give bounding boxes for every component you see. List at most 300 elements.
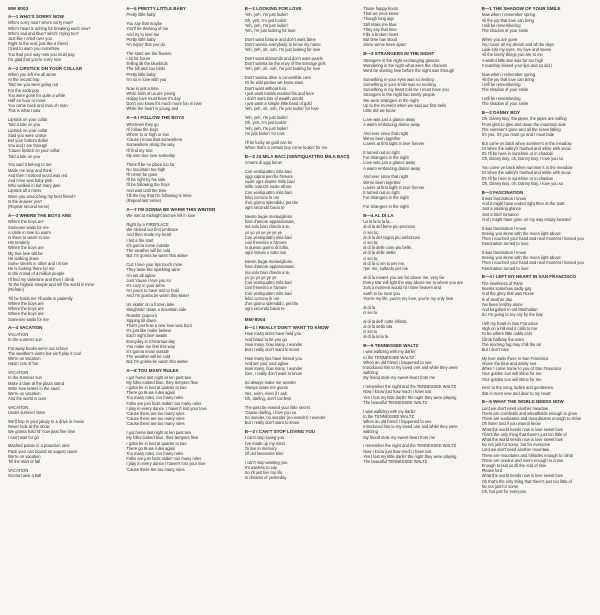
lyric-line: But time has stood: [363, 37, 398, 43]
lyric-line: Where the boys are: [8, 245, 44, 251]
lyric-line: You're my life, you're my love, you're my only love: [363, 295, 454, 301]
lyric-line: When that's a certain boy come lookin' for me: [244, 144, 328, 150]
lyric-line: What the world needs now is love sweet love: [481, 473, 564, 479]
lyric-line: We're on vacation: [8, 453, 41, 459]
lyric-line: Is the answer yes?: [8, 198, 43, 204]
lyric-line: d'un giorno splendido, perche: [244, 200, 299, 206]
lyric-line: Here to the song, ladies and gentlemen,: [481, 385, 555, 391]
lyric-line: I've been terribly alone: [481, 301, 523, 307]
lyric-line: ma solo baci chiedo a te,: [244, 269, 291, 275]
lyric-line: I was waltzing with my darlin': [363, 408, 416, 414]
lyric-line: But come ye back when summer's in the meadow: [481, 140, 572, 146]
song-title: B—4 AL DI LA: [363, 212, 394, 218]
lyric-line: La la la la la la...: [363, 219, 393, 225]
lyric-line: Write love letters in the sand: [8, 385, 60, 391]
lyric-line: When an old friend I happened to see: [363, 359, 432, 365]
lyric-line: Who's heart is aching for breaking each vow?: [8, 25, 91, 31]
lyric-line: You come ye back when summer's in the meadow: [481, 165, 573, 171]
lyric-line: It's just like make believe: [126, 328, 172, 334]
lyric-line: No mountain too high: [126, 166, 166, 172]
lyric-line: oggi saprai perche l'amore: [244, 174, 293, 180]
lyric-line: Don't want diamonds and don't want pearls: [244, 56, 323, 62]
lyric-line: To be where little cable cars: [481, 331, 533, 337]
lyric-line: (Repeat last verse): [126, 198, 161, 204]
lyric-line: I was waltzing with my darlin': [363, 349, 416, 355]
lyric-line: And then made my heart: [126, 232, 172, 238]
lyric-line: al di la: [363, 304, 376, 310]
lyric-line: But I really don't want to know: [244, 420, 300, 426]
lyric-line: How many, how many, I wonder: [244, 366, 303, 372]
lyric-line: It was fascination I know: [481, 196, 526, 202]
lyric-line: 'Cause lipstick on your collar: [8, 148, 60, 154]
lyric-line: Just a brief romance: [481, 211, 519, 217]
lyric-line: It's cozy in your arms: [126, 282, 165, 288]
lyric-line: They taste like sparkling wine: [126, 267, 180, 273]
lyric-line: Cuz I love your lips touch mine: [126, 262, 183, 268]
lyric-line: It turned out so right: [363, 150, 400, 156]
lyric-line: Con ventiquattro mila baci: [244, 290, 293, 296]
catalog-number: MM-8004: [244, 316, 266, 322]
lyric-line: To the highest steeple and tell the world is mine: [8, 281, 95, 287]
lyric-line: Fills a broken heart: [363, 32, 399, 38]
lyric-line: It was fascination I know: [481, 225, 526, 231]
lyric-line: Us skatin' on a frozen lake: [126, 302, 175, 308]
lyric-line: It's gonna snow outside: [126, 348, 170, 354]
lyric-line: Don't wanna be the envy of the teenage girls: [244, 61, 326, 67]
lyric-line: (Refrain): [8, 286, 24, 292]
lyric-line: The weather will be cold: [126, 248, 171, 254]
lyric-line: Made me stop and think: [8, 167, 52, 173]
lyric-line: Oh, Danny Boy, oh, Danny Boy, I love you so: [481, 180, 564, 186]
lyric-line: Oh, yeh, I'm just lookin': [244, 120, 287, 126]
lyric-line: Told a tale on you: [8, 122, 41, 128]
lyric-line: that is more new and dear to my heart: [481, 390, 551, 396]
lyric-line: You'll be thinking of me: [126, 26, 169, 32]
lyric-line: There are mountains and hillsides enough to climb: [481, 452, 574, 458]
song-title: A—8 TOO MANY RULES: [126, 368, 179, 374]
lyric-line: ci sei tu: [363, 309, 378, 315]
lyric-line: The beautiful TENNESSEE WALTZ: [363, 458, 428, 464]
lyric-line: Never look at the show: [8, 424, 50, 430]
lyric-line: Con ventiquattro mila baci: [244, 280, 293, 286]
lyric-line: We clicked our first embrace: [126, 227, 178, 233]
lyric-line: In the summer sun: [8, 375, 42, 381]
song-title: A—1 WHO'S SORRY NOW: [8, 14, 64, 19]
lyric-line: Happy love must have it's day: [126, 96, 181, 102]
lyric-line: Now when I remember spring: [481, 12, 536, 18]
lyric-line: For strangers in the night: [363, 155, 409, 161]
lyric-line: Con ventiquattro mila baci: [244, 168, 293, 174]
lyric-line: Then I touched your hand and next moment I kissed you: [481, 236, 584, 242]
stanza-gap: [245, 311, 357, 315]
lyric-line: Where the boys are: [8, 306, 44, 312]
lyric-line: Somewhere along the way: [126, 142, 175, 148]
lyric-line: And I might have gone on my way empty hearted: [481, 216, 571, 222]
lyric-line: Too many rules, too many rules: [126, 395, 184, 401]
lyric-line: We've been together: [363, 136, 401, 142]
lyric-line: Some streets in other and I know: [8, 260, 68, 266]
lyric-line: We'll hop in your jalopy to a drive in movie: [8, 418, 85, 424]
lyric-line: Yes, even, even if I ask: [244, 390, 287, 396]
lyric-line: Telling all the bluebirds: [126, 61, 168, 67]
lyric-line: It was fascination I know: [481, 250, 526, 256]
lyric-line: Every star will light the way above me to where you are: [363, 280, 464, 286]
lyric-line: You said it belong to me: [8, 162, 52, 168]
lyric-line: Where the boys are: [8, 311, 44, 317]
lyric-line: Then I touched your hand and next moment I kissed you: [481, 260, 584, 266]
lyric-line: What the world needs now is love sweet love: [481, 436, 564, 442]
lyric-line: Said you were untrue: [8, 132, 47, 138]
lyric-line: Lovers at first sight in love forever: [363, 141, 425, 147]
lyric-line: 'Cause I know that somewhere: [126, 137, 183, 143]
lyric-line: You make me feel this way: [126, 343, 175, 349]
lyric-line: Or when the valley's hushed and white with snow: [481, 170, 571, 176]
lyric-line: My folks looked blue, they tempers flew: [126, 379, 198, 385]
lyric-line: I just want a simple little band of gold: [244, 101, 312, 107]
lyric-line: I'll never be gone: [126, 172, 158, 178]
lyric-line: Lovers at first sight in love forever: [363, 184, 425, 190]
lyric-line: I remember the night and the TENNESSEE WALTZ: [363, 443, 457, 449]
lyric-line: Oh, yeh, I'm just lookin': [244, 17, 287, 23]
lyric-line: Sipping till dawn: [126, 317, 156, 323]
lyric-line: Look into my eyes, my love and seeee: [481, 47, 552, 53]
lyric-line: frasi d'amore appassionate,: [244, 219, 295, 225]
lyric-line: Folks are just fools makin' too many rules: [126, 456, 202, 462]
lyric-line: So always make me wonder: [244, 380, 296, 386]
lyric-line: I'll be right by his side: [126, 177, 166, 183]
lyric-line: Someone waits for me: [8, 316, 49, 322]
song-title: B—5 WHAT THE WORLD NEEDS NOW: [481, 399, 564, 405]
lyric-line: Pretty little baby: [126, 71, 156, 77]
lyric-line: Amami di oggi bene!: [244, 160, 283, 166]
song-title: B—3 STRANGERS IN THE NIGHT: [363, 51, 435, 57]
lyric-line: Your golden sun will shine for me: [481, 376, 542, 382]
lyric-line: Right by a FIREPLACE: [126, 222, 169, 228]
lyric-line: Gee, I really don't want to know: [244, 371, 302, 377]
lyric-line: Who's sad and blue? who's crying too?: [8, 30, 79, 36]
lyric-line: No not just for some, but for everyone: [481, 442, 551, 448]
lyric-line: My love waits there in San Francisco: [481, 355, 549, 361]
lyric-line: Pretty little baby: [126, 12, 156, 18]
lyric-line: ogni secondo bacio te: [244, 306, 285, 312]
lyric-line: Introduced him to my loved one and while they were: [363, 424, 458, 430]
lyric-line: I play in every dance, I haven't lost your love: [126, 405, 207, 411]
lyric-line: That's the only thing that there's just too little of: [481, 431, 567, 437]
song-title: A—5 PRETTY LITTLE BABY: [126, 6, 187, 11]
lyric-line: All the joy that love can bring: [481, 17, 534, 23]
lyric-line: There are sunbeams and moonbeams enough to shine: [481, 416, 582, 422]
lyric-line: Con ventiquattro mila baci: [244, 234, 293, 240]
lyric-line: I don't want lots of wealth untold: [244, 96, 303, 102]
lyric-line: Up to the moment when we said our first hello: [363, 102, 447, 108]
lyric-line: To live in memory: [244, 445, 277, 451]
lyric-line: Don't wanna drive a convertible care: [244, 75, 311, 81]
lyric-line: yo yo yo ye ye ye: [244, 274, 277, 280]
column-3: [245, 6, 357, 611]
lyric-line: Strangers in the night two lonely people: [363, 92, 435, 98]
lyric-line: That we once knew: [363, 11, 399, 17]
lyric-line: And I'm gonna be warm this winter: [126, 293, 190, 299]
lyric-line: Those happy hours: [363, 6, 399, 11]
lyric-line: My friend stole my sweet-heart from me: [363, 375, 436, 381]
column-4: [363, 6, 475, 611]
lyric-line: A warm embracing dance away: [363, 122, 421, 128]
lyric-line: We were strangers in the night: [363, 97, 419, 103]
lyric-line: frasi d'amore appassionate,: [244, 264, 295, 270]
lyric-line: Since we've been apart: [363, 42, 406, 48]
lyric-line: I can't wait for go: [8, 434, 39, 440]
lyric-line: My true love will be: [8, 250, 43, 256]
lyric-line: Now when I remember spring: [481, 71, 536, 77]
lyric-line: Mashed potato in a potaction race: [8, 443, 70, 449]
lyric-line: And it might have ended right then at the start: [481, 201, 565, 207]
lyric-line: You and I are through: [8, 143, 48, 149]
lyric-line: Always make me guess: [244, 385, 288, 391]
lyric-line: Something in your smile was so exciting: [363, 82, 436, 88]
lyric-line: Little did we know: [363, 108, 396, 114]
lyrics-columns: [8, 6, 594, 611]
lyric-line: I'm set all aglow: [126, 272, 156, 278]
lyric-line: It's useless to say: [244, 464, 277, 470]
lyric-line: A smile in love so warm: [8, 229, 51, 235]
column-2: [126, 6, 238, 611]
lyric-line: You came back and man oh man: [8, 103, 68, 109]
song-title: B—2 I CAN'T STOP LOVING YOU: [244, 428, 316, 434]
lyric-line: I'll find my true: [126, 147, 153, 153]
lyric-line: For the soda pop: [8, 87, 39, 93]
lyric-line: Yeh, yeh, I'm just lookin': [244, 115, 289, 121]
lyric-line: Still make me blue: [363, 21, 397, 27]
lyric-line: We've been together: [363, 179, 401, 185]
lyric-line: Lipstick on your collar: [8, 117, 48, 123]
lyric-line: You had your way now you must pay: [8, 51, 75, 57]
column-1: [8, 6, 120, 611]
lyric-line: You say that maybe: [126, 21, 163, 27]
lyric-line: In the crowd of a million people: [8, 271, 65, 277]
lyric-line: All the lovely things you are to me: [481, 52, 543, 58]
lyric-line: ma solo baci chiedo a te,: [244, 224, 291, 230]
lyric-line: In the summer sun: [8, 336, 42, 342]
lyric-line: ci sei tu;: [363, 240, 379, 246]
lyric-line: Wondering in the night what were the chances: [363, 62, 448, 68]
lyric-line: For strangers in the night: [363, 195, 409, 201]
lyric-line: There are cornfields and wheatfields enough to grow: [481, 410, 577, 416]
lyric-line: The loveliness of Paris: [481, 280, 523, 286]
lyric-line: waltzing: [363, 370, 378, 376]
lyric-line: A teardrop kissed your lips and so did I: [481, 62, 552, 68]
lyric-line: Yeh, yeh, oh, ooh, I'm just looking for love: [244, 47, 321, 53]
lyric-line: Where the boys are: [8, 300, 44, 306]
lyric-line: Everyday is Christmas-day: [126, 338, 176, 344]
lyric-line: Put away books we're out school: [8, 345, 68, 351]
lyric-line: Now I know just how much I have lost: [363, 448, 432, 454]
lyric-line: The beautiful TENNESSEE WALTZ: [363, 399, 428, 405]
lyric-line: VACATION: [8, 370, 29, 376]
lyric-line: From glen to glen and down the mountain side: [481, 121, 566, 127]
lyric-line: This is what I saw: [8, 108, 41, 114]
lyric-line: Pack your can bound an august cause: [8, 448, 78, 454]
lyric-line: When you are gone: [481, 36, 518, 42]
song-title: B—1 I REALLY DON'T WANT TO KNOW: [244, 324, 329, 330]
lyric-line: I'm glad that you're sorry now: [8, 56, 62, 62]
lyric-line: How many lips have kissed you: [244, 355, 302, 361]
lyric-line: Under summer stars: [8, 410, 46, 416]
lyric-line: Don't wanna everybody to know my name: [244, 42, 321, 48]
lyric-line: Lipstick all a mess: [8, 188, 42, 194]
lyric-line: And set your soul aglow: [244, 360, 289, 366]
song-title: A—2 LIPSTICK ON YOUR COLLAR: [8, 65, 83, 71]
lyric-line: Yes I lost my little darlin' the night they were playing: [363, 453, 457, 459]
lyric-line: I gotta be in bed at quarter to two: [126, 440, 187, 446]
lyric-line: He is looking there for me: [8, 266, 55, 272]
lyric-line: I got home last night at ten past two: [126, 374, 192, 380]
lyric-line: Gonna have a ball: [8, 472, 42, 478]
lyric-line: Wherever they go: [126, 121, 159, 127]
song-title: B—5 TENNESSEE WALTZ: [363, 342, 419, 348]
lyric-line: I'm hopin' that you do: [126, 42, 166, 48]
lyric-line: It's you, it's you must go and I must bide: [481, 132, 555, 138]
lyric-line: Yeh, yeh, oh, ooh, I'm just looking for love: [244, 66, 321, 72]
lyric-line: While the heart is young and: [126, 106, 179, 112]
lyric-line: Your golden sun will shine for me: [481, 371, 542, 377]
lyric-line: Right to the end, just like a friend: [8, 41, 68, 47]
lyric-line: ogni secondo bacio te: [244, 205, 285, 211]
lyric-line: You cover all my dream and all the days: [481, 42, 555, 48]
lyric-line: Of old lonesome time: [244, 450, 284, 456]
lyric-line: There are oceans and rivers enough to cross: [481, 457, 564, 463]
lyric-line: Something in my heart told me I must have you: [363, 87, 449, 93]
lyric-line: They say that time: [363, 26, 397, 32]
song-title: A—3 WHERE THE BOYS ARE: [8, 212, 72, 218]
lyric-line: Something in your eyes was so inviting: [363, 76, 434, 82]
lyric-line: Seeing you alone with the moon light above: [481, 230, 561, 236]
lyric-line: Each night love awaits: [126, 333, 168, 339]
lyric-line: How many arms have held you: [244, 331, 301, 337]
lyric-line: My own true love someday: [126, 152, 176, 158]
lyric-line: 'Cause there are too many rules: [126, 416, 185, 422]
lyric-line: And ever since that night: [363, 174, 409, 180]
lyric-line: Just a moment would I'd move heaven and: [363, 285, 441, 291]
column-5: [482, 6, 594, 611]
lyric-line: While both of us are young: [126, 90, 176, 96]
lyric-line: Oh listen lord if you wanna know: [481, 421, 541, 427]
lyric-line: But I'm gonna be warm this winter: [126, 359, 188, 365]
lyric-line: My friend stole my sweet-heart from me: [363, 434, 436, 440]
lyric-line: waltzing: [363, 429, 378, 435]
lyric-line: Fascination turned to love: [481, 241, 529, 247]
lyric-line: cosi frenetico e l'amore: [244, 285, 287, 291]
lyric-line: What the world needs now is love sweet love: [481, 426, 564, 432]
lyric-line: Till he holds me I'll waits in patiently: [8, 295, 73, 301]
lyric-line: I sit for hours: [126, 56, 151, 62]
lyric-line: I tried to warn you somehow: [8, 46, 60, 52]
lyric-line: *per me, soltanto per me: [363, 266, 409, 272]
lyric-line: That's just how a new love was born: [126, 322, 193, 328]
lyric-line: Now I know just how much I have lost: [363, 389, 432, 395]
lyric-line: We're on vacation: [8, 356, 41, 362]
lyric-line: d'un giorno splendido, perche: [244, 300, 299, 306]
lyric-line: Just 'cause I love you so: [126, 277, 171, 283]
lyric-line: Is of another day: [481, 296, 513, 302]
catalog-number: MM 8003: [8, 6, 29, 11]
lyric-line: High on a hill and it calls to me: [481, 326, 538, 332]
lyric-line: We're on vacation: [8, 390, 41, 396]
lyric-line: How many, how many, I wonder: [244, 341, 303, 347]
lyric-line: ci sei tu;: [363, 255, 379, 261]
lyric-line: I've made up my mind: [244, 440, 285, 446]
lyric-line: cosi frenetico e l'amore: [244, 240, 287, 246]
lyric-line: ci sei tu;: [363, 229, 379, 235]
lyric-line: In dreams of yesterday: [244, 475, 287, 481]
lyric-line: Havin' lots of fun: [8, 361, 39, 367]
lyric-line: Please lord: [481, 468, 503, 474]
song-title: B—1 LOOKING FOR LOVE: [244, 6, 302, 11]
lyric-line: I'll follow the boys: [126, 126, 159, 132]
lyric-line: Make a date at the plaza stand: [8, 380, 64, 386]
lyric-line: to the TENNESSEE WALTZ: [363, 413, 414, 419]
lyric-line: I felt a fire start: [126, 237, 154, 243]
lyric-line: The shadow of your smile: [481, 101, 529, 107]
lyric-line: We met at midnight and we fell in love: [126, 213, 196, 219]
lyric-line: It's I'll be here in sunshine or in shadow: [481, 175, 553, 181]
lyric-line: Bet your bottom dollar: [8, 138, 49, 144]
lyric-line: Roastin' popcorn: [126, 312, 157, 318]
lyric-line: The weather's warm but we'll play it cool: [8, 350, 82, 356]
lyric-line: ogni minuto e tutto mio: [244, 250, 287, 256]
lyric-line: Con ventiquattro mila baci: [244, 189, 293, 195]
lyric-line: A wistful little star was far too high: [481, 57, 544, 63]
lyric-line: Where to or high or low: [126, 132, 169, 138]
lyric-line: al di la dell' notte infinita: [363, 318, 407, 324]
lyric-line: Niente bugie meravigliose,: [244, 259, 294, 265]
lyric-line: I can't stop wanting you: [244, 459, 288, 465]
lyric-line: And the world is ours: [8, 396, 47, 402]
lyric-line: There'll be no place too far: [126, 161, 175, 167]
lyric-line: Don't you know it's much more fun in love: [126, 101, 202, 107]
lyric-line: And mine was baby pink: [8, 178, 53, 184]
lyric-line: Now in just a time: [126, 85, 159, 91]
lyric-line: And ever since that night: [363, 130, 409, 136]
lyric-line: al di la delle cose piu belle,: [363, 245, 413, 251]
lyric-line: 'Cause darling, I love you so: [244, 409, 297, 415]
lyric-line: Where the boys are: [8, 219, 44, 225]
lyric-line: vuole ogni istante mille baci: [244, 179, 295, 185]
lyric-line: Pretty little baby: [126, 36, 156, 42]
lyric-line: Don't want without furs: [244, 85, 287, 91]
lyric-line: Lord we don't need another meadow: [481, 405, 548, 411]
lyric-line: A warm embracing dance away: [363, 165, 421, 171]
lyric-line: Lipstick on your collar: [8, 127, 48, 133]
lyric-line: But I really don't want to know: [244, 346, 300, 352]
lyric-line: His tenderly: [8, 240, 30, 246]
lyric-line: And forgotten in old Manhattan: [481, 306, 538, 312]
lyric-line: Above the blue and windy sea: [481, 360, 537, 366]
lyric-line: Introduced him to my loved one and while they were: [363, 364, 458, 370]
lyric-line: For strangers in the night: [363, 204, 409, 210]
song-title: B—1 THE SHADOW OF YOUR SMILE: [481, 6, 561, 11]
song-title: A—6 I FOLLOW THE BOYS: [126, 115, 185, 121]
lyric-line: The weather will be cold: [126, 354, 171, 360]
lyric-line: Lord we don't need another mountain: [481, 447, 550, 453]
lyric-line: And try to love me: [126, 31, 160, 37]
lyric-line: I remember the night and the TENNESSEE WALTZ: [363, 384, 457, 390]
lyric-line: Too many rules, too many rules: [126, 450, 184, 456]
lyric-line: Oh, Danny Boy, oh, Danny Boy, I love you so: [481, 156, 564, 162]
lyric-line: I'll find my Valentine and then I climb: [8, 276, 75, 282]
lyric-line: Oh, but just for everyone: [481, 488, 527, 494]
lyric-line: 'Cause there are too many rules: [126, 410, 185, 416]
lyric-line: Folks are just fools makin' too many rules: [126, 400, 202, 406]
